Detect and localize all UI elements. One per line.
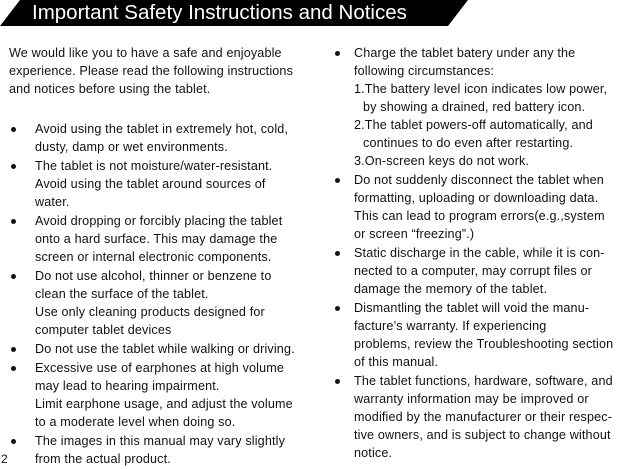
bullet-line: may lead to hearing impairment. bbox=[35, 379, 220, 393]
bullet-dot-icon bbox=[335, 379, 340, 384]
sub-item-line: 1.The battery level icon indicates low power, bbox=[354, 82, 608, 96]
bullet-dot-icon bbox=[11, 366, 16, 371]
bullet-line: The images in this manual may vary slightly bbox=[35, 434, 286, 448]
bullet-line: Avoid using the tablet around sources of bbox=[35, 177, 266, 191]
bullet-item bbox=[334, 299, 630, 371]
bullet-line: of this manual. bbox=[354, 355, 439, 369]
bullet-line: The tablet is not moisture/water-resistant. bbox=[35, 159, 273, 173]
sub-item-line: 2.The tablet powers-off automatically, and bbox=[354, 118, 593, 132]
bullet-line: problems, review the Troubleshooting section bbox=[354, 337, 614, 351]
bullet-line: to a moderate level when doing so. bbox=[35, 415, 236, 429]
bullet-line: Do not use alcohol, thinner or benzene to bbox=[35, 269, 272, 283]
intro-line: We would like you to have a safe and enjoyable bbox=[9, 46, 282, 60]
bullet-line: nected to a computer, may corrupt files or bbox=[354, 264, 592, 278]
charge-sublist bbox=[354, 80, 630, 170]
bullet-line: Dismantling the tablet will void the manu- bbox=[354, 301, 590, 315]
page-number: 2 bbox=[1, 452, 8, 466]
bullet-line: or screen “freezing”.) bbox=[354, 227, 475, 241]
bullet-line: warranty information may be improved or bbox=[354, 392, 589, 406]
bullet-dot-icon bbox=[11, 439, 16, 444]
bullet-item bbox=[9, 359, 311, 431]
bullet-item bbox=[9, 432, 311, 468]
page-title: Important Safety Instructions and Notices bbox=[32, 1, 407, 24]
bullet-line: modified by the manufacturer or their respec- bbox=[354, 410, 613, 424]
bullet-line: tive owners, and is subject to change without bbox=[354, 428, 611, 442]
bullet-line: from the actual product. bbox=[35, 452, 171, 466]
bullet-line: The tablet functions, hardware, software, and bbox=[354, 374, 613, 388]
bullet-line: Excessive use of earphones at high volume bbox=[35, 361, 285, 375]
bullet-line: onto a hard surface. This may damage the bbox=[35, 232, 278, 246]
right-column bbox=[334, 44, 630, 463]
bullet-dot-icon bbox=[11, 219, 16, 224]
bullet-dot-icon bbox=[11, 274, 16, 279]
bullet-line: computer tablet devices bbox=[35, 323, 172, 337]
bullet-item-charge bbox=[334, 44, 630, 170]
sub-item-line: 3.On-screen keys do not work. bbox=[354, 154, 530, 168]
bullet-line: screen or internal electronic components. bbox=[35, 250, 272, 264]
bullet-line: notice. bbox=[354, 446, 393, 460]
bullet-line: following circumstances: bbox=[354, 64, 495, 78]
bullet-dot-icon bbox=[11, 164, 16, 169]
bullet-line: dusty, damp or wet environments. bbox=[35, 140, 228, 154]
bullet-line: Limit earphone usage, and adjust the volume bbox=[35, 397, 293, 411]
sub-item-line: continues to do even after restarting. bbox=[363, 136, 574, 150]
bullet-line: Use only cleaning products designed for bbox=[35, 305, 265, 319]
bullet-line: water. bbox=[35, 195, 70, 209]
left-bullet-list bbox=[9, 120, 311, 468]
intro-line: experience. Please read the following instructions bbox=[9, 64, 294, 78]
bullet-dot-icon bbox=[335, 306, 340, 311]
bullet-item bbox=[9, 267, 311, 339]
bullet-item bbox=[334, 244, 630, 298]
bullet-dot-icon bbox=[335, 251, 340, 256]
left-column bbox=[9, 44, 311, 469]
bullet-dot-icon bbox=[335, 51, 340, 56]
bullet-line: damage the memory of the tablet. bbox=[354, 282, 548, 296]
bullet-line: Avoid using the tablet in extremely hot, cold, bbox=[35, 122, 289, 136]
bullet-line: This can lead to program errors(e.g.,system bbox=[354, 209, 605, 223]
intro-line: and notices before using the tablet. bbox=[9, 82, 211, 96]
bullet-dot-icon bbox=[11, 127, 16, 132]
bullet-line: Static discharge in the cable, while it is con- bbox=[354, 246, 605, 260]
bullet-item bbox=[334, 171, 630, 243]
bullet-item bbox=[9, 120, 311, 156]
bullet-line: Do not suddenly disconnect the tablet when bbox=[354, 173, 604, 187]
bullet-line: Charge the tablet batery under any the bbox=[354, 46, 576, 60]
bullet-item bbox=[334, 372, 630, 462]
bullet-dot-icon bbox=[335, 178, 340, 183]
intro-paragraph bbox=[9, 44, 311, 98]
bullet-line: clean the surface of the tablet. bbox=[35, 287, 209, 301]
right-bullet-list bbox=[334, 44, 630, 462]
bullet-item bbox=[9, 212, 311, 266]
bullet-line: Avoid dropping or forcibly placing the tablet bbox=[35, 214, 283, 228]
bullet-line: facture’s warranty. If experiencing bbox=[354, 319, 547, 333]
bullet-item bbox=[9, 340, 311, 358]
bullet-line: Do not use the tablet while walking or driving. bbox=[35, 342, 295, 356]
bullet-dot-icon bbox=[11, 347, 16, 352]
bullet-item bbox=[9, 157, 311, 211]
bullet-line: formatting, uploading or downloading data. bbox=[354, 191, 599, 205]
sub-item-line: by showing a drained, red battery icon. bbox=[363, 100, 586, 114]
